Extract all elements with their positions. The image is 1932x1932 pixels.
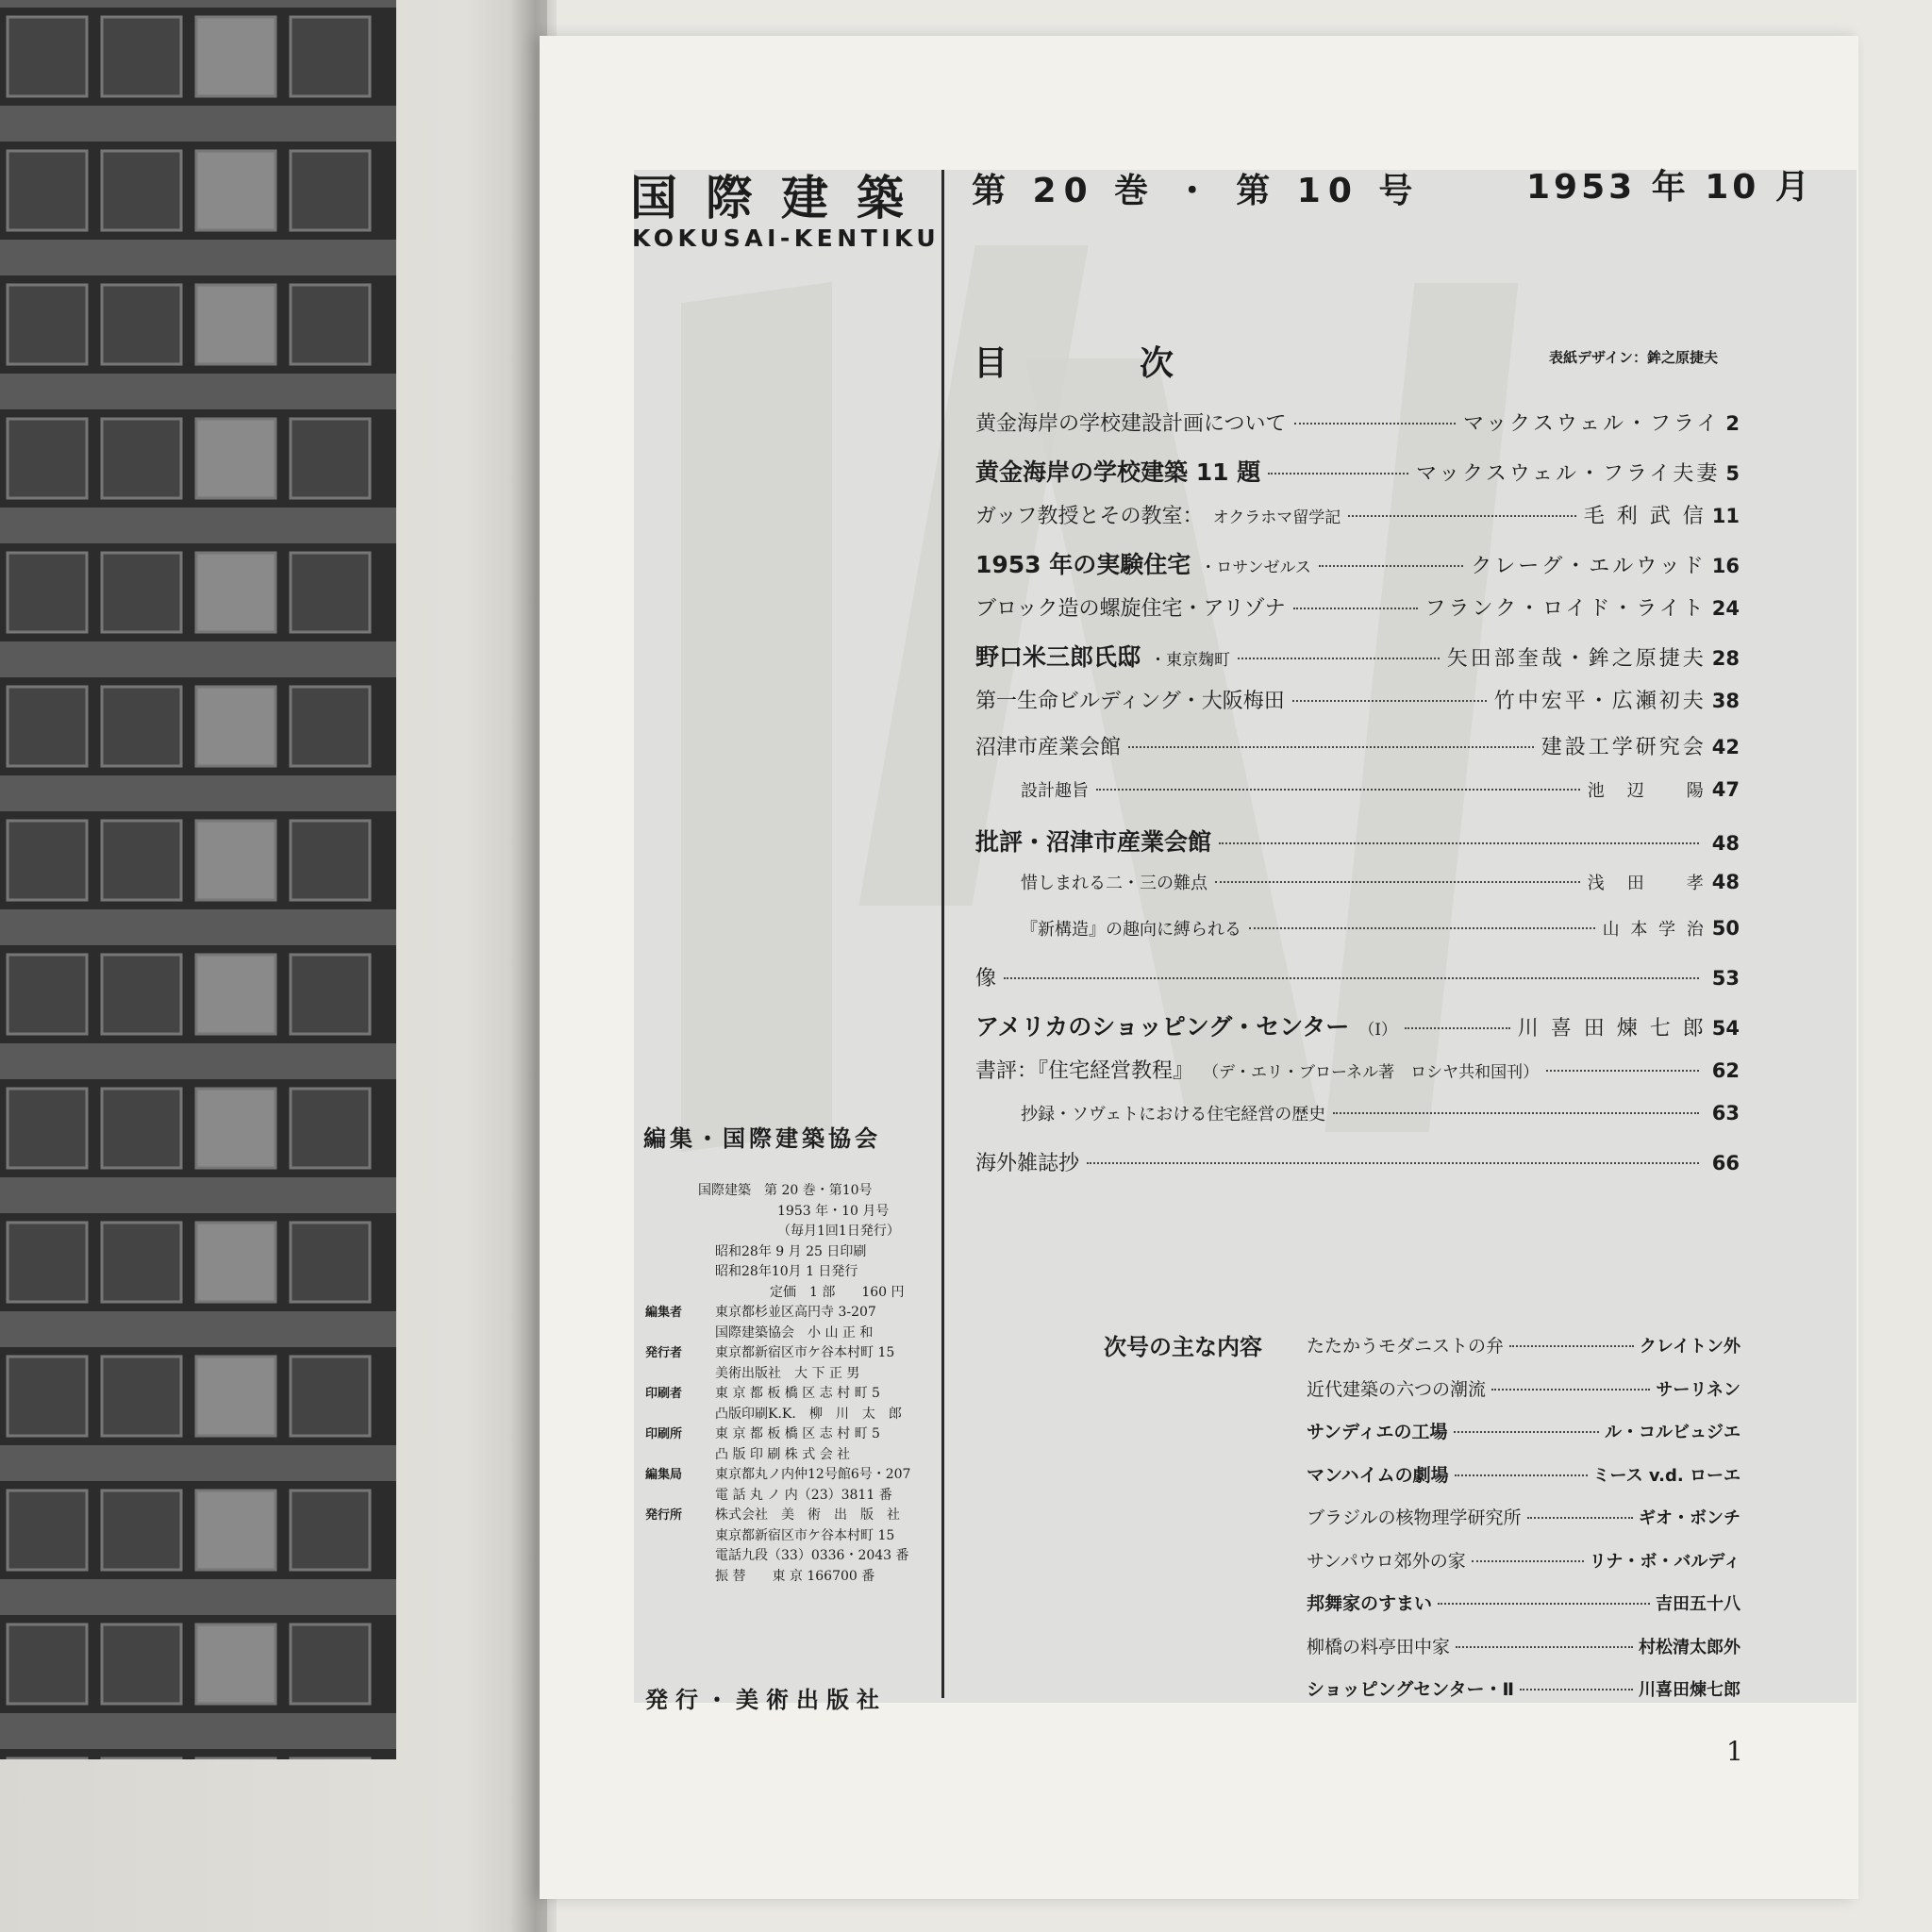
toc-entry (975, 639, 1740, 671)
colophon-line (645, 1506, 928, 1526)
next-issue-item (1307, 1332, 1740, 1360)
toc-entry-title: ガッフ教授とその教室： (975, 505, 1204, 528)
colophon-line (645, 1445, 928, 1466)
toc-entry-author: 建設工学研究会 (1541, 736, 1707, 759)
colophon-label (645, 1567, 715, 1588)
next-issue-title: たたかうモダニストの弁 (1307, 1336, 1505, 1357)
next-issue-title: サンディエの工場 (1307, 1422, 1448, 1442)
toc-entry-title: 批評・沼津市産業会館 (975, 828, 1212, 856)
toc-entry-page: 2 (1725, 412, 1740, 435)
toc-entry-page: 66 (1711, 1152, 1740, 1174)
toc-entry-page: 48 (1711, 871, 1740, 893)
dot-leader (1438, 1603, 1650, 1605)
colophon-line (645, 1242, 928, 1263)
left-page (0, 0, 547, 1932)
toc-entry-title: 黄金海岸の学校建築 11 題 (975, 458, 1261, 486)
colophon-line (645, 1181, 928, 1202)
toc-entry-subtitle: ・東京麹町 (1150, 651, 1231, 670)
toc-entry-title: 設計趣旨 (1021, 781, 1089, 801)
colophon-label: 編集局 (645, 1468, 683, 1482)
toc-entry-title: ブロック造の螺旋住宅・アリゾナ (975, 597, 1286, 621)
colophon-value: 振 替 東 京 166700 番 (715, 1568, 875, 1584)
toc-entry-page: 47 (1711, 778, 1740, 801)
colophon-value: 昭和28年10月 1 日発行 (715, 1264, 858, 1279)
next-issue-item (1307, 1375, 1740, 1404)
toc-entry-title: 野口米三郎氏邸 (975, 643, 1141, 671)
editorial-heading: 編集・国際建築協会 (643, 1125, 881, 1152)
toc-entry (975, 592, 1740, 625)
next-issue-item (1307, 1461, 1740, 1490)
toc-entry (975, 1147, 1740, 1179)
toc-entry-subtitle: オクラホマ留学記 (1212, 508, 1341, 527)
colophon-label (645, 1546, 715, 1567)
toc-entry (975, 1055, 1740, 1087)
dot-leader (1333, 1112, 1698, 1114)
dot-leader (1546, 1070, 1699, 1072)
colophon-value: 東 京 都 板 橋 区 志 村 町 5 (715, 1426, 880, 1441)
magazine-title-roman: KOKUSAI-KENTIKU (632, 225, 941, 252)
colophon-value: 電話九段（33）0336・2043 番 (715, 1548, 909, 1563)
colophon-value: 東京都丸ノ内仲12号館6号・207 (715, 1467, 911, 1482)
toc-entry-page: 50 (1711, 917, 1740, 940)
cover-design-credit: 表紙デザイン：鉾之原捷夫 (1549, 349, 1718, 366)
toc-entry-title: アメリカのショッピング・センター (975, 1013, 1350, 1041)
colophon-label: 発行者 (645, 1346, 683, 1360)
colophon-label: 編集者 (645, 1306, 683, 1320)
magazine-title: 国際建築 (630, 171, 932, 225)
dot-leader (1348, 515, 1576, 517)
toc-entry-title: 書評：『住宅経営教程』 (975, 1059, 1194, 1083)
toc-entry-page: 62 (1711, 1059, 1740, 1082)
toc-entry-title: 海外雑誌抄 (975, 1152, 1080, 1175)
toc-entry-page: 48 (1711, 832, 1740, 855)
toc-entry-page: 28 (1711, 647, 1740, 670)
toc-entry (975, 824, 1740, 856)
issue-date: 1953 年 10 月 (1526, 168, 1813, 207)
building-photo (0, 0, 396, 1759)
dot-leader (1292, 700, 1487, 702)
colophon-label: 印刷者 (645, 1387, 683, 1401)
toc-entry-subtitle: （I） (1358, 1021, 1397, 1040)
colophon-line (645, 1303, 928, 1324)
colophon-value: 美術出版社 大 下 正 男 (715, 1365, 860, 1381)
dot-leader (1238, 658, 1440, 659)
colophon-label (645, 1486, 715, 1507)
colophon-label (645, 1364, 715, 1385)
dot-leader (1520, 1689, 1633, 1690)
toc-entry-page: 53 (1711, 967, 1740, 990)
next-issue-author: 川喜田煉七郎 (1639, 1680, 1740, 1700)
toc-entry-page: 54 (1711, 1017, 1740, 1040)
toc-entry (975, 500, 1740, 532)
colophon-line (645, 1222, 928, 1242)
dot-leader (1455, 1474, 1588, 1476)
next-issue-author: サーリネン (1656, 1379, 1740, 1400)
next-issue-title: 邦舞家のすまい (1307, 1593, 1433, 1614)
dot-leader (1249, 927, 1595, 929)
colophon-value: 凸 版 印 刷 株 式 会 社 (715, 1446, 851, 1462)
colophon-label (645, 1181, 698, 1202)
toc-entry (975, 454, 1740, 486)
toc-entry-author: 竹中宏平・広瀬初夫 (1493, 690, 1707, 713)
toc-entry-page: 42 (1711, 736, 1740, 758)
dot-leader (1128, 746, 1534, 748)
next-issue-item (1307, 1675, 1740, 1704)
colophon-line (645, 1546, 928, 1567)
colophon-line (645, 1202, 928, 1223)
toc-entry-author: 山 本 学 治 (1602, 920, 1707, 940)
toc-entry-title: 黄金海岸の学校建設計画について (975, 412, 1287, 436)
dot-leader (1405, 1027, 1510, 1029)
colophon-line (645, 1567, 928, 1588)
dot-leader (1087, 1162, 1699, 1164)
colophon-line (645, 1324, 928, 1344)
toc-entry-title: 惜しまれる二・三の難点 (1021, 874, 1208, 893)
toc-entry-author: 浅 田 孝 (1587, 874, 1707, 893)
column-divider (941, 170, 944, 1698)
next-issue-item (1307, 1418, 1740, 1446)
toc-entry (975, 1008, 1740, 1041)
publisher-name: 発行・美術出版社 (645, 1687, 887, 1713)
next-issue-item (1307, 1590, 1740, 1618)
toc-entry-author: 毛 利 武 信 (1583, 505, 1707, 528)
toc-entry-title: 像 (975, 967, 997, 991)
toc-entry-page: 24 (1711, 597, 1740, 620)
toc-entry (975, 962, 1740, 994)
next-issue-title: 近代建築の六つの潮流 (1307, 1378, 1487, 1400)
toc-entry-author: フランク・ロイド・ライト (1424, 597, 1707, 621)
colophon-value: 定価 1 部 160 円 (770, 1284, 905, 1300)
colophon-value: 1953 年・10 月号 (777, 1203, 890, 1219)
toc-entry-author: マックスウェル・フライ夫妻 (1416, 462, 1721, 486)
colophon-label (645, 1262, 715, 1283)
toc-entry-title: 第一生命ビルディング・大阪梅田 (975, 690, 1285, 713)
toc-entry (1021, 1101, 1740, 1133)
colophon-label: 印刷所 (645, 1427, 683, 1441)
next-issue-author: ル・コルビュジエ (1605, 1423, 1740, 1442)
next-issue-heading: 次号の主な内容 (1104, 1334, 1262, 1360)
next-issue-author: クレイトン外 (1639, 1337, 1740, 1357)
toc-entry-title: 沼津市産業会館 (975, 736, 1122, 759)
dot-leader (1219, 842, 1699, 844)
next-issue-author: 村松清太郎外 (1639, 1637, 1740, 1657)
dot-leader (1004, 977, 1699, 979)
colophon-line (645, 1526, 928, 1547)
toc-entry-title: 『新構造』の趣向に縛られる (1021, 920, 1241, 940)
next-issue-author: ミース v.d. ローエ (1592, 1465, 1740, 1486)
toc-entry-page: 63 (1711, 1102, 1740, 1124)
colophon-value: 電 話 丸 ノ 内（23）3811 番 (715, 1487, 892, 1503)
next-issue-item (1307, 1547, 1740, 1575)
colophon-line (645, 1262, 928, 1283)
toc-entry-author: クレーグ・エルウッド (1471, 555, 1707, 578)
toc-entry-author: 川 喜 田 煉 七 郎 (1517, 1017, 1707, 1041)
colophon-line (645, 1465, 928, 1486)
colophon-line (645, 1384, 928, 1405)
colophon-label (645, 1222, 698, 1242)
dot-leader (1096, 789, 1580, 791)
colophon-line (645, 1364, 928, 1385)
toc-entry-title: 抄録・ソヴェトにおける住宅経営の歴史 (1021, 1105, 1326, 1124)
toc-entry (975, 731, 1740, 763)
colophon-line (645, 1424, 928, 1445)
next-issue-title: マンハイムの劇場 (1307, 1464, 1449, 1486)
toc-entry (975, 408, 1740, 440)
dot-leader (1472, 1560, 1584, 1562)
dot-leader (1509, 1345, 1634, 1347)
dot-leader (1268, 473, 1408, 475)
toc-entry-author: マックスウェル・フライ (1463, 412, 1721, 436)
next-issue-item (1307, 1504, 1740, 1532)
page-number: 1 (1726, 1736, 1743, 1767)
dot-leader (1319, 565, 1463, 567)
dot-leader (1527, 1517, 1633, 1519)
next-issue-author: 吉田五十八 (1656, 1594, 1740, 1614)
toc-entry-author: 池 辺 陽 (1587, 781, 1707, 801)
colophon-label (645, 1445, 715, 1466)
toc-entry-page: 38 (1711, 690, 1740, 712)
colophon-line (645, 1405, 928, 1425)
next-issue-item (1307, 1633, 1740, 1661)
dot-leader (1293, 608, 1418, 609)
colophon-value: 東京都杉並区高円寺 3-207 (715, 1305, 876, 1320)
colophon-line (645, 1486, 928, 1507)
colophon-label (645, 1526, 715, 1547)
toc-entry (1021, 916, 1740, 948)
colophon-value: 東 京 都 板 橋 区 志 村 町 5 (715, 1386, 880, 1401)
colophon-value: 株式会社 美 術 出 版 社 (715, 1507, 900, 1523)
toc-entry-title: 1953 年の実験住宅 (975, 551, 1191, 578)
dot-leader (1491, 1389, 1650, 1391)
colophon-line (645, 1283, 928, 1304)
toc-entry (975, 685, 1740, 717)
colophon-value: （毎月1回1日発行） (777, 1224, 900, 1239)
next-issue-title: ショッピングセンター・Ⅱ (1307, 1679, 1514, 1700)
toc-entry (1021, 870, 1740, 902)
dot-leader (1215, 881, 1580, 883)
next-issue-title: サンパウロ郊外の家 (1307, 1550, 1466, 1572)
toc-entry-author: 矢田部奎哉・鉾之原捷夫 (1446, 647, 1707, 671)
colophon-line (645, 1343, 928, 1364)
toc-entry-page: 5 (1725, 462, 1740, 485)
colophon (645, 1181, 928, 1587)
colophon-value: 東京都新宿区市ケ谷本村町 15 (715, 1527, 895, 1543)
dot-leader (1454, 1431, 1599, 1433)
toc-entry (975, 546, 1740, 578)
next-issue-author: リナ・ボ・バルディ (1589, 1551, 1740, 1572)
colophon-value: 東京都新宿区市ケ谷本村町 15 (715, 1345, 895, 1360)
toc-entry-page: 16 (1711, 555, 1740, 577)
next-issue-title: ブラジルの核物理学研究所 (1307, 1507, 1522, 1528)
toc-heading: 目 次 (974, 344, 1224, 383)
colophon-value: 凸版印刷K.K. 柳 川 太 郎 (715, 1406, 902, 1422)
colophon-value: 国際建築 第 20 巻・第10号 (698, 1183, 873, 1198)
colophon-value: 国際建築協会 小 山 正 和 (715, 1324, 874, 1341)
colophon-label: 発行所 (645, 1508, 683, 1523)
colophon-label (645, 1202, 698, 1223)
toc-entry-page: 11 (1711, 505, 1740, 527)
colophon-label (645, 1242, 715, 1263)
colophon-label (645, 1324, 715, 1344)
volume-number: 第 20 巻 ・ 第 10 号 (972, 172, 1421, 210)
toc-entry-subtitle: ・ロサンゼルス (1200, 558, 1311, 577)
toc-entry (1021, 777, 1740, 809)
colophon-value: 昭和28年 9 月 25 日印刷 (715, 1243, 867, 1259)
colophon-label (645, 1405, 715, 1425)
next-issue-author: ギオ・ボンチ (1639, 1508, 1740, 1528)
toc-entry-subtitle: （デ・エリ・ブローネル著 ロシヤ共和国刊） (1203, 1063, 1540, 1082)
dot-leader (1294, 423, 1456, 425)
next-issue-title: 柳橋の料亭田中家 (1307, 1636, 1451, 1657)
dot-leader (1456, 1646, 1633, 1648)
